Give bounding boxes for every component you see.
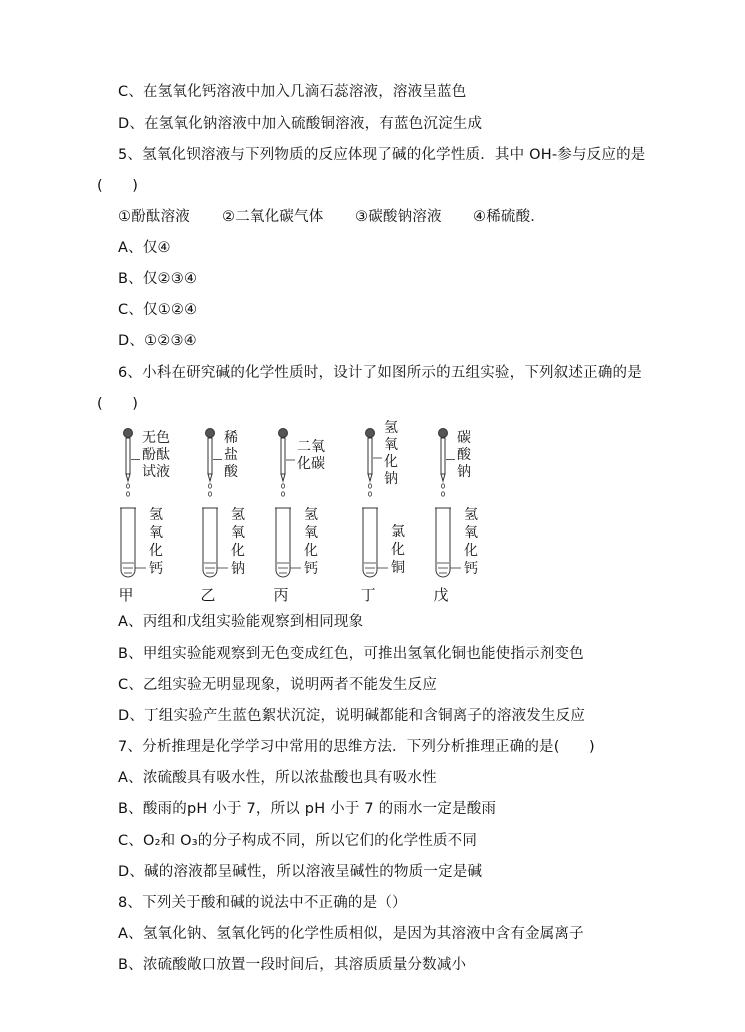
tube-label: 化 (391, 542, 405, 558)
dropper-label: 化 (384, 454, 398, 470)
group-label: 乙 (200, 586, 216, 604)
q6-option-a: A、丙组和戊组实验能观察到相同现象 (118, 614, 364, 630)
q8-stem: 8、下列关于酸和碱的说法中不正确的是（） (118, 895, 407, 911)
dropper-label: 盐 (224, 447, 238, 463)
tube-label: 氧 (304, 525, 318, 541)
q5-option-d: D、①②③④ (118, 333, 197, 349)
test-tube (363, 508, 377, 577)
dropper-label: 酚酞 (142, 447, 170, 463)
dropper-tip (208, 474, 212, 481)
q5-item-1: ①酚酞溶液 (118, 209, 190, 225)
dropper-label: 钠 (384, 471, 398, 487)
q5-item-2: ②二氧化碳气体 (222, 209, 324, 225)
tube-label: 氧 (149, 525, 163, 541)
drop (441, 484, 444, 488)
dropper-tip (441, 474, 445, 481)
q6-option-d: D、丁组实验产生蓝色絮状沉淀，说明碱都能和含铜离子的溶液发生反应 (118, 708, 586, 724)
drop (208, 492, 211, 496)
dropper-stem (368, 438, 372, 474)
tube-label: 化 (149, 543, 163, 559)
tube-label: 氢 (231, 507, 245, 523)
dropper-label: 酸 (457, 447, 471, 463)
q7-option-d: D、碱的溶液都呈碱性，所以溶液呈碱性的物质一定是碱 (118, 864, 483, 880)
group-label: 丙 (273, 586, 289, 604)
test-tube (121, 508, 135, 577)
drop (368, 492, 371, 496)
tube-label: 氢 (464, 507, 478, 523)
q6-experiment-figure (110, 420, 510, 605)
tube-label: 化 (464, 543, 478, 559)
dropper-label: 无色 (142, 430, 170, 446)
tube-label: 化 (231, 543, 245, 559)
dropper-tip (368, 474, 372, 481)
q5-item-3: ③碳酸钠溶液 (355, 209, 442, 225)
dropper-bulb (366, 429, 375, 438)
q5-items (118, 207, 578, 227)
dropper-bulb (124, 429, 133, 438)
drop (281, 484, 284, 488)
tube-label: 钠 (231, 561, 245, 577)
q5-item-4: ④稀硫酸． (473, 209, 545, 225)
dropper-label: 氧 (384, 437, 398, 453)
drop (368, 484, 371, 488)
dropper-stem (208, 438, 212, 474)
group-label: 丁 (360, 586, 376, 604)
test-tube (436, 508, 450, 577)
dropper-label: 化碳 (297, 456, 325, 472)
q7-option-b: B、酸雨的pH 小于 7，所以 pH 小于 7 的雨水一定是酸雨 (118, 801, 497, 817)
q5-stem: 5、氢氧化钡溶液与下列物质的反应体现了碱的化学性质．其中 OH-参与反应的是 (118, 147, 646, 163)
dropper-bulb (439, 429, 448, 438)
q6-answer-paren: ( ) (97, 396, 139, 412)
tube-label: 钙 (464, 561, 478, 577)
drop (281, 492, 284, 496)
dropper-label: 酸 (224, 464, 238, 480)
dropper-stem (281, 438, 285, 474)
dropper-label: 试液 (142, 464, 170, 480)
group-label: 戊 (433, 586, 449, 604)
dropper-bulb (206, 429, 215, 438)
drop (126, 492, 129, 496)
q8-option-a: A、氢氧化钠、氢氧化钙的化学性质相似，是因为其溶液中含有金属离子 (118, 926, 584, 942)
q6-stem: 6、小科在研究碱的化学性质时，设计了如图所示的五组实验，下列叙述正确的是 (118, 365, 642, 381)
tube-label: 铜 (391, 560, 405, 576)
group-label: 甲 (118, 586, 134, 604)
tube-label: 氯 (391, 524, 405, 540)
dropper-label: 碳 (457, 430, 471, 446)
dropper-label: 钠 (457, 464, 471, 480)
tube-label: 化 (304, 543, 318, 559)
q7-stem: 7、分析推理是化学学习中常用的思维方法．下列分析推理正确的是( ) (118, 739, 595, 755)
q4-option-c: C、在氢氧化钙溶液中加入几滴石蕊溶液，溶液呈蓝色 (118, 84, 467, 100)
drop (208, 484, 211, 488)
test-tube (203, 508, 217, 577)
q5-option-b: B、仅②③④ (118, 271, 198, 287)
test-tube (276, 508, 290, 577)
drop (126, 484, 129, 488)
dropper-label: 稀 (224, 430, 238, 446)
dropper-stem (441, 438, 445, 474)
q5-option-a: A、仅④ (118, 240, 171, 256)
tube-label: 氢 (149, 507, 163, 523)
tube-label: 钙 (304, 561, 318, 577)
dropper-label: 氢 (384, 420, 398, 436)
q5-option-c: C、仅①②④ (118, 302, 198, 318)
q5-answer-paren: ( ) (97, 178, 139, 194)
tube-label: 氧 (231, 525, 245, 541)
dropper-tip (126, 474, 130, 481)
q8-option-b: B、浓硫酸敞口放置一段时间后，其溶质质量分数减小 (118, 957, 467, 973)
q4-option-d: D、在氢氧化钠溶液中加入硫酸铜溶液，有蓝色沉淀生成 (118, 116, 483, 132)
q6-option-c: C、乙组实验无明显现象，说明两者不能发生反应 (118, 677, 438, 693)
tube-label: 钙 (149, 561, 163, 577)
q6-option-b: B、甲组实验能观察到无色变成红色，可推出氢氧化铜也能使指示剂变色 (118, 646, 584, 662)
dropper-tip (281, 474, 285, 481)
drop (441, 492, 444, 496)
dropper-stem (126, 438, 130, 474)
tube-label: 氢 (304, 507, 318, 523)
q7-option-a: A、浓硫酸具有吸水性，所以浓盐酸也具有吸水性 (118, 770, 437, 786)
dropper-bulb (279, 429, 288, 438)
dropper-label: 二氧 (297, 439, 325, 455)
q7-option-c: C、O₂和 O₃的分子构成不同，所以它们的化学性质不同 (118, 833, 478, 849)
tube-label: 氧 (464, 525, 478, 541)
